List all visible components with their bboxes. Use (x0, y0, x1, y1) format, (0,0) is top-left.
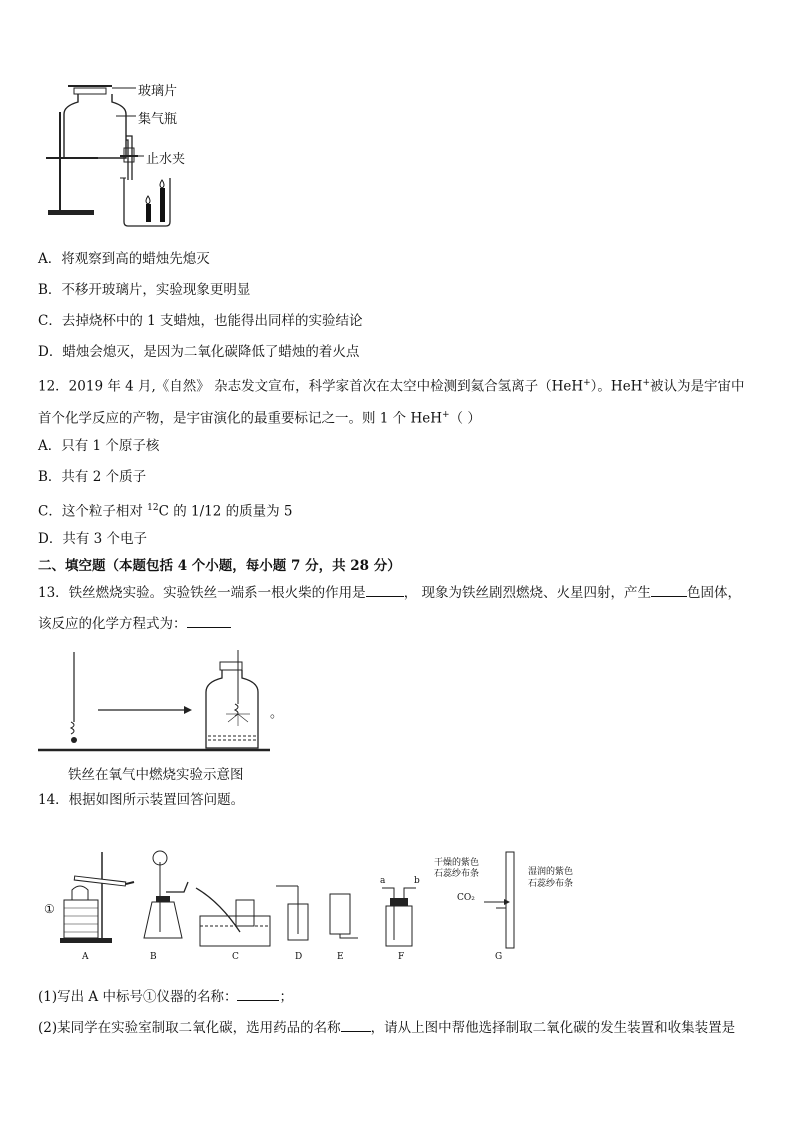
label-dry-litmus-2: 石蕊纱布条 (434, 869, 480, 879)
apparatus-label-d: D (295, 952, 303, 962)
q12-option-c-text-a: C．这个粒子相对 (38, 503, 148, 520)
apparatus-label-e: E (337, 952, 344, 962)
q14-subquestion-2 (38, 1019, 735, 1037)
q12-option-c-sup: 12 (147, 503, 159, 513)
q13-text-1a: 13．铁丝燃烧实验。实验铁丝一端系一根火柴的作用是 (38, 585, 366, 601)
q12-sup-3: + (442, 410, 450, 420)
label-gas-bottle: 集气瓶 (138, 112, 178, 127)
label-co2-inlet: CO₂ (457, 893, 475, 903)
lab-apparatus-figure-a-to-g (40, 842, 600, 972)
q13-figure-caption: 铁丝在氧气中燃烧实验示意图 (68, 767, 244, 783)
q12-option-d: D．共有 3 个电子 (38, 531, 147, 547)
apparatus-label-f: F (398, 952, 405, 962)
apparatus-label-g: G (495, 952, 503, 962)
q12-stem-line1 (38, 374, 745, 396)
apparatus-f-port-b: b (414, 876, 420, 886)
q12-option-a: A．只有 1 个原子核 (38, 438, 160, 454)
label-wet-litmus-1: 湿润的紫色 (528, 867, 574, 877)
q13-stem-line2 (38, 615, 231, 633)
q12-text-1b: ）。HeH (590, 378, 643, 395)
label-glass-plate: 玻璃片 (138, 84, 178, 99)
q12-sup-1: + (583, 378, 591, 388)
q13-answer-blank-2[interactable] (651, 584, 687, 597)
q13-text-1b: ， 现象为铁丝剧烈燃烧、火星四射，产生 (403, 585, 651, 601)
q12-text-2a: 首个化学反应的产物，是宇宙演化的最重要标记之一。则 1 个 HeH (38, 410, 442, 427)
apparatus-f-port-a: a (380, 876, 386, 886)
apparatus-label-a: A (82, 952, 89, 962)
q11-option-c: C．去掉烧杯中的 1 支蜡烛，也能得出同样的实验结论 (38, 313, 363, 329)
q12-option-c-text-b: C 的 1/12 的质量为 5 (158, 503, 293, 520)
q14-answer-blank-1[interactable] (237, 988, 279, 1001)
q13-text-2: 该反应的化学方程式为： (38, 616, 187, 632)
iron-wire-burning-figure (38, 648, 278, 758)
q12-option-b: B．共有 2 个质子 (38, 469, 147, 485)
apparatus-label-c: C (232, 952, 239, 962)
q13-answer-blank-3[interactable] (187, 615, 231, 628)
q14-sub1-text: (1)写出 A 中标号①仪器的名称： (38, 989, 238, 1005)
q14-title: 14．根据如图所示装置回答问题。 (38, 792, 245, 808)
q14-sub2-text-b: ，请从上图中帮他选择制取二氧化碳的发生装置和收集装置是 (370, 1020, 736, 1036)
q13-period: 。 (270, 706, 284, 721)
q14-subquestion-1 (38, 988, 293, 1006)
q14-answer-blank-2[interactable] (341, 1019, 371, 1032)
q13-answer-blank-1[interactable] (366, 584, 404, 597)
q14-sub1-end: ； (279, 989, 293, 1005)
q13-stem-line1 (38, 584, 741, 602)
q13-text-1c: 色固体， (686, 585, 741, 601)
q12-text-1c: 被认为是宇宙中 (650, 378, 745, 395)
label-water-clamp: 止水夹 (146, 152, 186, 167)
co2-candle-apparatus-figure (40, 80, 220, 230)
apparatus-label-b: B (150, 952, 157, 962)
q12-sup-2: + (642, 378, 651, 388)
q12-stem-line2 (38, 406, 481, 428)
q12-option-c (38, 499, 292, 521)
q12-text-2b: （ ） (449, 410, 481, 427)
q12-text-1a: 12．2019 年 4 月,《自然》 杂志发文宣布，科学家首次在太空中检测到氦合氢离子（HeH (38, 378, 584, 395)
q11-option-b: B．不移开玻璃片，实验现象更明显 (38, 282, 251, 298)
q11-option-a: A．将观察到高的蜡烛先熄灭 (38, 251, 210, 267)
q14-sub2-text-a: (2)某同学在实验室制取二氧化碳，选用药品的名称 (38, 1020, 341, 1036)
q11-option-d: D．蜡烛会熄灭，是因为二氧化碳降低了蜡烛的着火点 (38, 344, 360, 360)
label-dry-litmus-1: 干燥的紫色 (434, 858, 480, 868)
label-wet-litmus-2: 石蕊纱布条 (528, 879, 574, 889)
section-heading-fill-blank: 二、填空题（本题包括 4 个小题，每小题 7 分，共 28 分） (38, 558, 401, 574)
label-circle-1: ① (44, 902, 55, 916)
